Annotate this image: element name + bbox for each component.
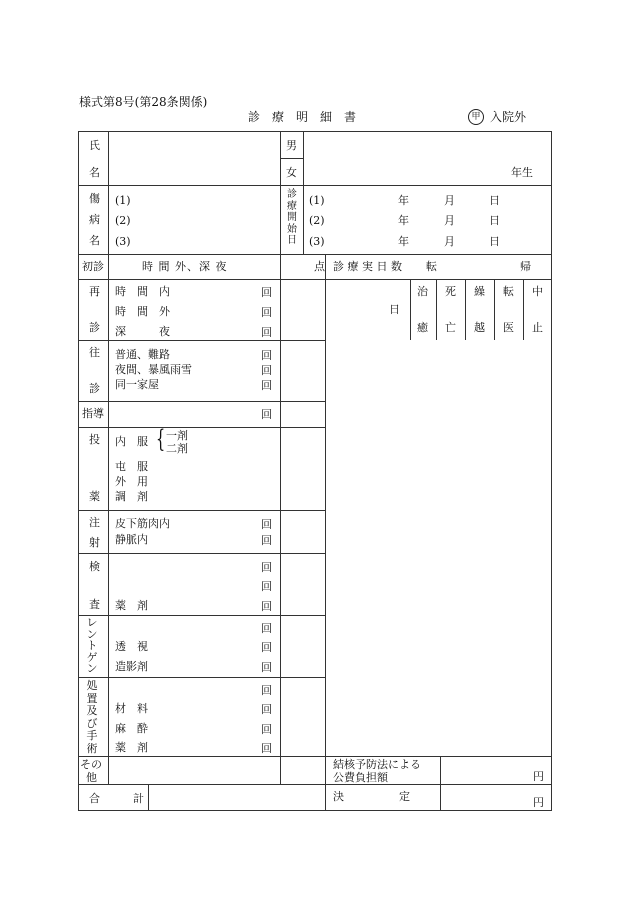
rule <box>78 756 552 757</box>
rule <box>78 401 325 402</box>
rule <box>280 158 303 159</box>
count-unit: 回 <box>261 408 272 421</box>
decision-label: 決 定 <box>333 790 410 803</box>
name-label-2: 名 <box>89 166 100 179</box>
outcome-transfer: 転 <box>503 285 514 298</box>
other-label-1: その <box>80 758 102 771</box>
disease-item: (2) <box>115 214 131 227</box>
start-item: (3) <box>309 235 325 248</box>
rule <box>78 510 325 511</box>
revisit-item: 時 間 内 <box>115 285 170 298</box>
rule <box>78 340 325 341</box>
tb-law-label: 結核予防法による <box>333 758 421 771</box>
day-label: 日 <box>489 235 500 248</box>
outcome-label: 転 <box>426 260 437 273</box>
rule <box>494 279 495 340</box>
count-unit: 回 <box>261 684 272 697</box>
count-unit: 回 <box>261 306 272 319</box>
rule <box>78 427 325 428</box>
rule <box>78 677 325 678</box>
rule <box>108 185 109 254</box>
rule <box>78 615 325 616</box>
rule <box>148 784 149 811</box>
month-label: 月 <box>444 214 455 227</box>
dose-two: 二剤 <box>166 442 188 455</box>
outcome-carryover: 越 <box>474 321 485 334</box>
outcome-stop: 止 <box>532 321 543 334</box>
revisit-label-2: 診 <box>89 321 100 334</box>
house-call-item: 同一家屋 <box>115 378 159 391</box>
points-label: 点 <box>314 260 325 273</box>
injection-label-1: 注 <box>89 516 100 529</box>
medication-item: 外 用 <box>115 475 148 488</box>
count-unit: 回 <box>261 661 272 674</box>
yen-unit: 円 <box>533 796 544 809</box>
count-unit: 回 <box>261 534 272 547</box>
injection-item: 静脈内 <box>115 533 148 546</box>
count-unit: 回 <box>261 326 272 339</box>
count-unit: 回 <box>261 561 272 574</box>
rule <box>440 756 441 811</box>
procedure-item: 薬 剤 <box>115 741 148 754</box>
rule <box>465 279 466 340</box>
rule <box>78 553 325 554</box>
revisit-item: 時 間 外 <box>115 305 170 318</box>
month-label: 月 <box>444 235 455 248</box>
count-unit: 回 <box>261 723 272 736</box>
year-label: 年 <box>398 194 409 207</box>
house-call-item: 夜間、暴風雨雪 <box>115 363 192 376</box>
outcome-cured: 癒 <box>417 321 428 334</box>
start-item: (1) <box>309 194 325 207</box>
count-unit: 回 <box>261 349 272 362</box>
rule <box>303 185 304 254</box>
rule <box>78 254 552 255</box>
rule <box>78 185 552 186</box>
medication-item: 調 剤 <box>115 490 148 503</box>
count-unit: 回 <box>261 518 272 531</box>
outcome-stop: 中 <box>532 285 543 298</box>
disease-label-2: 病 <box>89 213 100 226</box>
tb-burden-label: 公費負担額 <box>333 771 388 784</box>
total-label: 合 計 <box>89 792 144 805</box>
name-label-1: 氏 <box>89 139 100 152</box>
house-call-label-2: 診 <box>89 382 100 395</box>
medication-label-2: 薬 <box>89 490 100 503</box>
rule <box>303 131 304 185</box>
count-unit: 回 <box>261 600 272 613</box>
revisit-label-1: 再 <box>89 285 100 298</box>
procedure-item: 麻 酔 <box>115 722 148 735</box>
outcome-death: 死 <box>445 285 456 298</box>
house-call-label-1: 往 <box>89 346 100 359</box>
disease-label-3: 名 <box>89 234 100 247</box>
treatment-start-label: 診療開始日 <box>287 189 297 246</box>
injection-item: 皮下筋肉内 <box>115 517 170 530</box>
count-unit: 回 <box>261 286 272 299</box>
medication-label-1: 投 <box>89 433 100 446</box>
female-label: 女 <box>286 166 297 179</box>
birth-year-label: 年生 <box>511 166 533 179</box>
document-title: 診 療 明 細 書 <box>248 110 357 124</box>
disease-label-1: 傷 <box>89 192 100 205</box>
exam-label-2: 査 <box>89 598 100 611</box>
guidance-label: 指導 <box>82 407 104 420</box>
revisit-item: 深 夜 <box>115 325 170 338</box>
kou-mark: 甲 <box>468 109 484 125</box>
outcome-transfer: 医 <box>503 321 514 334</box>
internal-medicine: 内 服 <box>115 435 148 448</box>
form-frame <box>78 131 552 811</box>
count-unit: 回 <box>261 622 272 635</box>
outcome-cured: 治 <box>417 285 428 298</box>
count-unit: 回 <box>261 379 272 392</box>
procedure-label: 処置及び手術 <box>86 679 98 755</box>
rule <box>280 185 281 254</box>
house-call-item: 普通、難路 <box>115 348 170 361</box>
dose-one: 一剤 <box>166 429 188 442</box>
brace-icon: { <box>156 425 166 453</box>
xray-item: 造影剤 <box>115 660 148 673</box>
rule <box>108 131 109 185</box>
rule <box>325 254 326 811</box>
outcome-death: 亡 <box>445 321 456 334</box>
rule <box>108 254 109 784</box>
rule <box>78 279 552 280</box>
year-label: 年 <box>398 235 409 248</box>
initial-visit-desc: 時 間 外、深 夜 <box>142 260 228 273</box>
count-unit: 回 <box>261 641 272 654</box>
injection-label-2: 射 <box>89 536 100 549</box>
count-unit: 回 <box>261 364 272 377</box>
outcome-carryover: 繰 <box>474 285 485 298</box>
disease-item: (1) <box>115 194 131 207</box>
days-unit: 日 <box>389 303 400 316</box>
xray-label: レントゲン <box>86 616 98 675</box>
count-unit: 回 <box>261 580 272 593</box>
medication-item: 屯 服 <box>115 460 148 473</box>
count-unit: 回 <box>261 742 272 755</box>
rule <box>410 279 411 340</box>
treatment-days-label: 診 療 実 日 数 <box>333 260 402 273</box>
initial-visit-label: 初診 <box>82 260 104 273</box>
count-unit: 回 <box>261 703 272 716</box>
outcome-label-2: 帰 <box>520 260 531 273</box>
form-number: 様式第8号(第28条関係) <box>79 95 208 109</box>
outpatient-label: 入院外 <box>490 110 527 124</box>
disease-item: (3) <box>115 235 131 248</box>
xray-item: 透 視 <box>115 640 148 653</box>
start-item: (2) <box>309 214 325 227</box>
procedure-item: 材 料 <box>115 702 148 715</box>
exam-label-1: 検 <box>89 560 100 573</box>
day-label: 日 <box>489 194 500 207</box>
rule <box>280 254 281 784</box>
other-label-2: 他 <box>86 771 97 784</box>
day-label: 日 <box>489 214 500 227</box>
rule <box>523 279 524 340</box>
yen-unit: 円 <box>533 770 544 783</box>
rule <box>436 279 437 340</box>
year-label: 年 <box>398 214 409 227</box>
rule <box>78 784 552 785</box>
male-label: 男 <box>286 139 297 152</box>
exam-drug: 薬 剤 <box>115 599 148 612</box>
month-label: 月 <box>444 194 455 207</box>
